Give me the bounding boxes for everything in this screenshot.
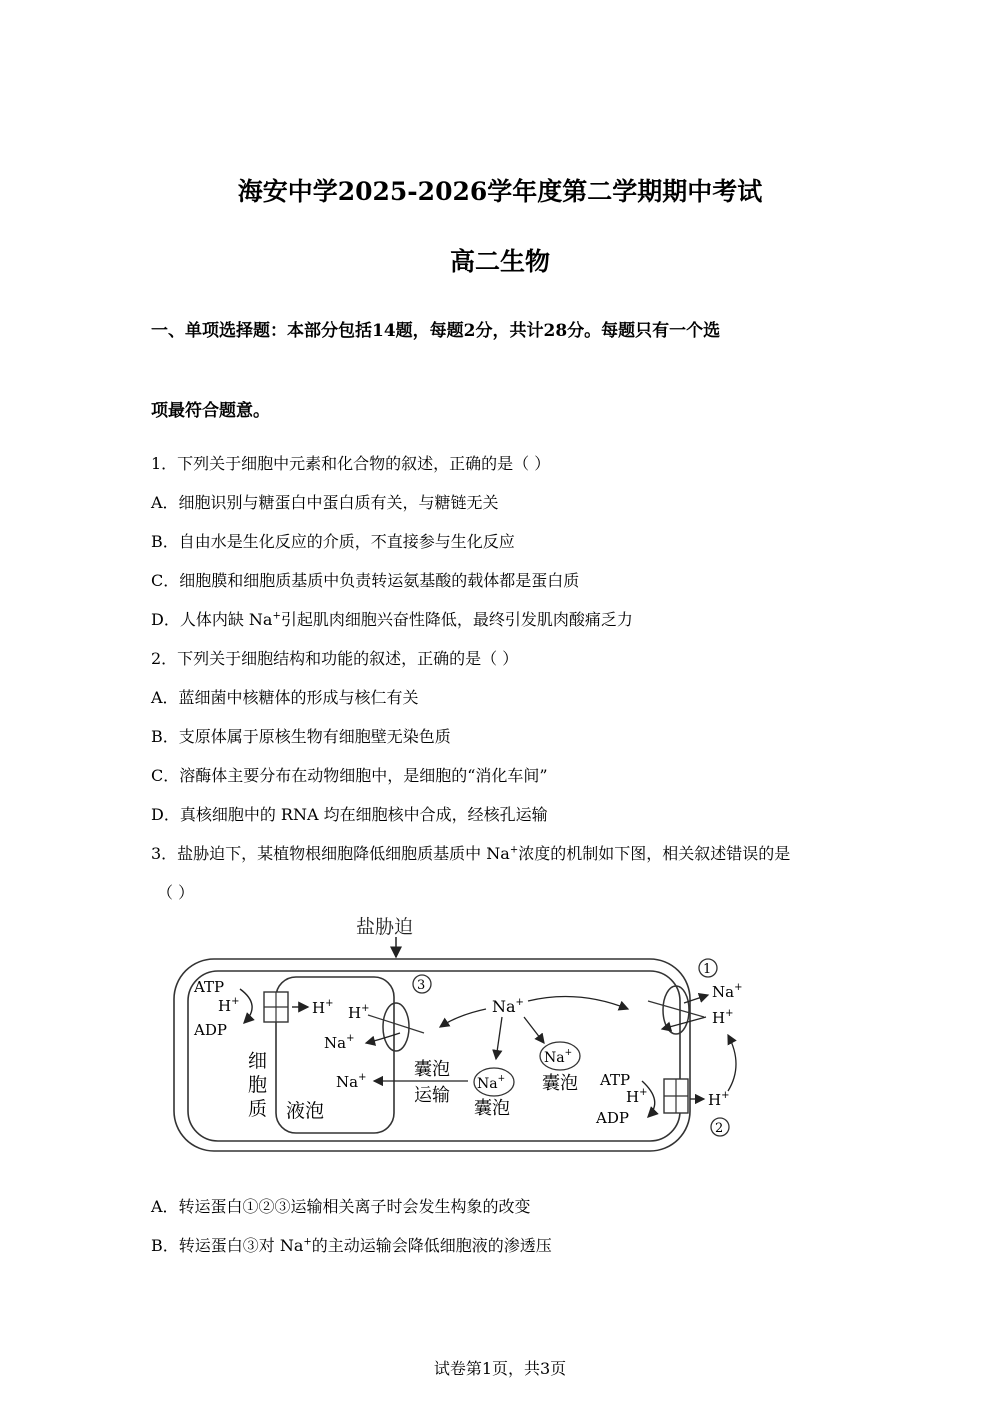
stress-label: 盐胁迫 — [356, 916, 414, 938]
circle-2-label: 2 — [715, 1121, 724, 1136]
transporter-1 — [663, 986, 689, 1034]
question-3-answer-paren: （ ） — [157, 883, 195, 902]
subject-title: 高二生物 — [449, 247, 550, 276]
question-1-option-d: D．人体内缺 Na+引起肌肉细胞兴奋性降低，最终引发肌肉酸痛乏力 — [151, 610, 633, 629]
question-1-option-b: B．自由水是生化反应的介质，不直接参与生化反应 — [151, 532, 515, 551]
question-1-stem: 1．下列关于细胞中元素和化合物的叙述，正确的是（ ） — [151, 454, 551, 473]
h-cycle-arrow — [728, 1035, 736, 1091]
atp-left-label: ATP — [194, 978, 225, 996]
na-center-label: Na+ — [492, 997, 524, 1016]
vesicle-left-label: 囊泡 — [474, 1098, 510, 1119]
h-right-label: H+ — [626, 1087, 648, 1106]
question-2-option-c: C．溶酶体主要分布在动物细胞中，是细胞的“消化车间” — [151, 766, 548, 785]
question-1-option-a: A．细胞识别与糖蛋白中蛋白质有关，与糖链无关 — [151, 493, 499, 512]
h-outside-right-label: H+ — [708, 1090, 730, 1109]
adp-right-label: ADP — [596, 1109, 629, 1127]
na-outside-label: Na+ — [712, 982, 743, 1001]
atp-adp-arrow-left — [240, 989, 252, 1023]
h-left-label: H+ — [218, 996, 240, 1015]
na-to-vesicle-right-arrow — [524, 1017, 544, 1043]
na-transporter3-label: Na+ — [324, 1033, 355, 1052]
section-heading-line1: 一、单项选择题：本部分包括14题，每题2分，共计28分。每题只有一个选 — [151, 321, 721, 341]
cytoplasm-label-2: 胞 — [248, 1074, 268, 1096]
question-1-option-c: C．细胞膜和细胞质基质中负责转运氨基酸的载体都是蛋白质 — [151, 571, 580, 590]
vesicle-left-na: Na+ — [477, 1074, 506, 1092]
cytoplasm-label-1: 细 — [248, 1050, 268, 1072]
h-transporter3-label: H+ — [348, 1003, 370, 1022]
salt-stress-diagram — [168, 905, 748, 1155]
circle-3-label: 3 — [417, 978, 426, 993]
na-to-vesicle-arrow — [496, 1017, 502, 1059]
vesicle-transport-label-1: 囊泡 — [414, 1059, 450, 1080]
cytoplasm-label-3: 质 — [248, 1098, 268, 1120]
question-2-option-d: D．真核细胞中的 RNA 均在细胞核中合成，经核孔运输 — [151, 805, 548, 824]
h-import-arrow — [662, 1017, 706, 1029]
h-vacuole-label: H+ — [312, 998, 334, 1017]
exam-title: 海安中学2025-2026学年度第二学期期中考试 — [237, 177, 763, 206]
question-2-stem: 2．下列关于细胞结构和功能的叙述，正确的是（ ） — [151, 649, 519, 668]
adp-left-label: ADP — [194, 1021, 227, 1039]
question-3-option-a: A．转运蛋白①②③运输相关离子时会发生构象的改变 — [151, 1197, 531, 1216]
question-3-stem: 3．盐胁迫下，某植物根细胞降低细胞质基质中 Na+浓度的机制如下图，相关叙述错误的是 — [151, 844, 791, 863]
page-footer: 试卷第1页，共3页 — [433, 1359, 567, 1378]
vacuole-label: 液泡 — [286, 1100, 325, 1122]
na-vacuole-label: Na+ — [336, 1072, 367, 1091]
na-to-plasma-membrane-arrow — [528, 997, 628, 1010]
vesicle-transport-label-2: 运输 — [414, 1085, 450, 1106]
vesicle-right-label: 囊泡 — [542, 1073, 578, 1094]
na-to-transporter3-arrow — [440, 1009, 486, 1027]
circle-1-label: 1 — [703, 962, 712, 977]
question-2-option-b: B．支原体属于原核生物有细胞壁无染色质 — [151, 727, 451, 746]
vesicle-right-na: Na+ — [544, 1048, 573, 1066]
question-2-option-a: A．蓝细菌中核糖体的形成与核仁有关 — [151, 688, 419, 707]
h-outside-label: H+ — [712, 1008, 734, 1027]
section-heading-line2: 项最符合题意。 — [151, 401, 270, 421]
question-3-option-b: B．转运蛋白③对 Na+的主动运输会降低细胞液的渗透压 — [151, 1236, 552, 1255]
atp-right-label: ATP — [600, 1071, 631, 1089]
